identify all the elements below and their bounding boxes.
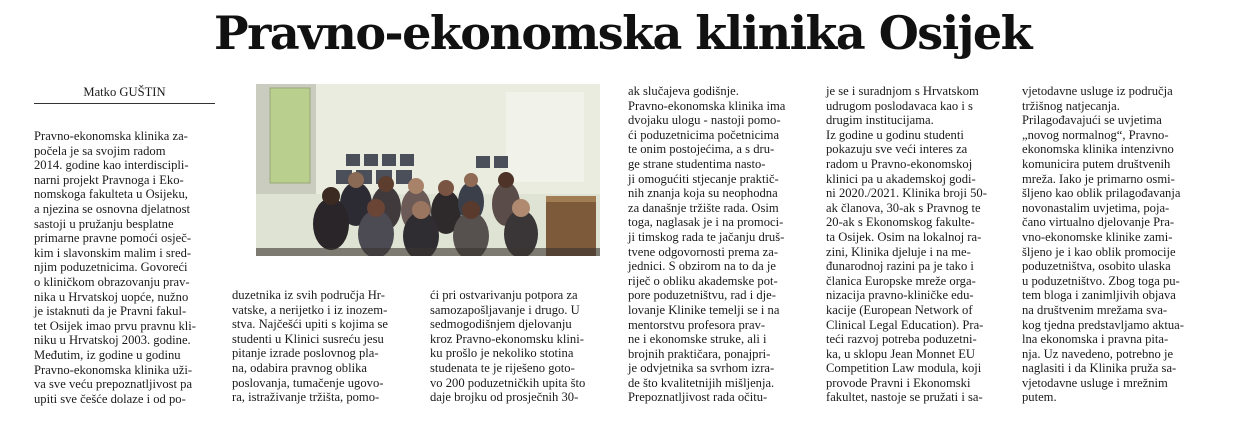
text-line: duzetnika iz svih područja Hr- bbox=[232, 288, 385, 302]
article-column-4 bbox=[628, 84, 811, 405]
text-line: je odvjetnika sa svrhom izra- bbox=[628, 361, 775, 376]
text-line: mentorstvu profesora prav- bbox=[628, 317, 766, 332]
text-line: ak članova, 30-ak s Pravnog te bbox=[826, 200, 981, 215]
text-line: vjetodavne usluge i mrežnim bbox=[1022, 375, 1168, 390]
text-line: lovanje Klinike temelji se i na bbox=[628, 302, 780, 317]
text-line: jednici. S obzirom na to da je bbox=[628, 259, 776, 274]
text-line: 20-ak s Ekonomskog fakulte- bbox=[826, 215, 975, 230]
text-line: ji omogućiti stjecanje praktič- bbox=[628, 171, 779, 186]
text-line: na društvenim mrežama sva- bbox=[1022, 302, 1168, 317]
text-line: Međutim, iz godine u godinu bbox=[34, 347, 181, 362]
text-line: Clinical Legal Education). Pra- bbox=[826, 317, 984, 332]
text-line: kog tjedna predstavljamo aktua- bbox=[1022, 317, 1184, 332]
article-headline: Pravno-ekonomska klinika Osijek bbox=[214, 6, 1031, 60]
text-line: nizacija pravno-kliničke edu- bbox=[826, 288, 974, 303]
text-line: u poduzetništvo. Zbog toga pu- bbox=[1022, 273, 1180, 288]
text-line: Pravno-ekonomska klinika za- bbox=[34, 129, 188, 143]
author-byline: Matko GUŠTIN bbox=[83, 85, 166, 99]
text-line: vatske, a nerijetko i iz inozem- bbox=[232, 302, 388, 317]
article-column-6 bbox=[1022, 84, 1212, 405]
text-line: na, odabira pravnog oblika bbox=[232, 360, 367, 375]
article-column-5 bbox=[826, 84, 1009, 405]
text-line: tržišnog natjecanja. bbox=[1022, 98, 1120, 113]
text-line: radom u Pravno-ekonomskoj bbox=[826, 156, 973, 171]
text-line: sastoji u pružanju besplatne bbox=[34, 216, 174, 231]
text-line: 2014. godine kao interdiscipli- bbox=[34, 158, 189, 173]
text-line: ak slučajeva godišnje. bbox=[628, 84, 739, 98]
text-line: va sve veću prepoznatljivost pa bbox=[34, 377, 193, 392]
text-line: daje brojku od prosječnih 30- bbox=[430, 390, 579, 405]
text-line: članica Europske mreže orga- bbox=[826, 273, 976, 288]
text-line: lna ekonomska i pravna pita- bbox=[1022, 332, 1169, 347]
text-line: je se i suradnjom s Hrvatskom bbox=[826, 84, 979, 98]
text-line: počela je sa svojim radom bbox=[34, 143, 166, 158]
text-line: ka, u sklopu Jean Monnet EU bbox=[826, 346, 976, 361]
text-line: primarne pravne pomoći osječ- bbox=[34, 231, 192, 246]
text-line: ta Osijek. Osim na lokalnoj ra- bbox=[826, 229, 982, 244]
text-line: tem bloga i zanimljivih objava bbox=[1022, 288, 1176, 303]
classroom-photo-icon bbox=[256, 84, 600, 256]
text-line: niku u Hrvatskoj 2003. godine. bbox=[34, 333, 191, 348]
text-line: ge strane studentima nasto- bbox=[628, 156, 766, 171]
text-line: pore poduzetništvu, rad i dje- bbox=[628, 288, 776, 303]
byline-divider bbox=[34, 103, 215, 104]
text-line: za današnje tržište rada. Osim bbox=[628, 200, 779, 215]
text-line: kim i slavonskim malim i sred- bbox=[34, 245, 192, 260]
text-line: ći poduzetnicima početnicima bbox=[628, 127, 780, 142]
text-line: ji timskog rada te jačanju druš- bbox=[628, 229, 785, 244]
text-line: ekonomska klinika intenzivno bbox=[1022, 142, 1174, 157]
text-line: zini, Klinika djeluje i na me- bbox=[826, 244, 971, 259]
text-line: brojnih praktičara, ponajpri- bbox=[628, 346, 771, 361]
text-line: Prepoznatljivost rada očitu- bbox=[628, 390, 768, 405]
text-line: pokazuju sve veći interes za bbox=[826, 142, 968, 157]
text-line: vjetodavne usluge iz područja bbox=[1022, 84, 1173, 98]
text-line: dvojaku ulogu - nastoji pomo- bbox=[628, 113, 781, 128]
text-line: đunarodnoj razini pa je tako i bbox=[826, 259, 974, 274]
text-line: stva. Najčešći upiti s kojima se bbox=[232, 317, 388, 332]
text-line: pitanje izrade poslovnog pla- bbox=[232, 346, 379, 361]
text-line: komunicira putem društvenih bbox=[1022, 156, 1171, 171]
text-line: a njezina se osnovna djelatnost bbox=[34, 201, 190, 216]
text-line: je istaknuti da je Pravni fakul- bbox=[34, 304, 187, 319]
text-line: Pravno-ekonomska klinika ima bbox=[628, 98, 786, 113]
text-line: nomskoga fakulteta u Osijeku, bbox=[34, 187, 188, 202]
text-line: studenti u Klinici susreću jesu bbox=[232, 331, 384, 346]
text-line: Prilagođavajući se uvjetima bbox=[1022, 113, 1162, 128]
text-line: ći pri ostvarivanju potpora za bbox=[430, 288, 578, 302]
classroom-photo bbox=[256, 84, 600, 256]
text-line: čano virtualno djelovanje Pra- bbox=[1022, 215, 1175, 230]
text-line: Competition Law modula, koji bbox=[826, 361, 982, 376]
text-line: klinici pa u akademskoj godi- bbox=[826, 171, 976, 186]
article-column-2 bbox=[232, 288, 418, 405]
text-line: teći razvoj potreba poduzetni- bbox=[826, 332, 977, 347]
text-line: nika u Hrvatskoj uopće, nužno bbox=[34, 289, 189, 304]
article-column-3 bbox=[430, 288, 613, 405]
text-line: tet Osijek imao prvu pravnu kli- bbox=[34, 318, 196, 333]
text-line: Iz godine u godinu studenti bbox=[826, 127, 964, 142]
text-line: njim poduzetnicima. Govoreći bbox=[34, 260, 188, 275]
text-line: šljeno kao oblik prilagođavanja bbox=[1022, 186, 1181, 201]
text-line: mreža. Iako je primarno osmi- bbox=[1022, 171, 1175, 186]
article-column-1 bbox=[34, 129, 215, 406]
text-line: fakultet, nastoje se pružati i sa- bbox=[826, 390, 983, 405]
text-line: riječ o obliku akademske pot- bbox=[628, 273, 778, 288]
text-line: ra, istraživanje tržišta, pomo- bbox=[232, 390, 380, 405]
text-line: kroz Pravno-ekonomsku klini- bbox=[430, 331, 584, 346]
text-line: studenata te je riješeno goto- bbox=[430, 360, 575, 375]
text-line: de što kvalitetnijih mišljenja. bbox=[628, 375, 775, 390]
text-line: te onim postojećima, a s dru- bbox=[628, 142, 775, 157]
text-line: udrugom poslodavaca kao i s bbox=[826, 98, 973, 113]
text-line: ku prošlo je nekoliko stotina bbox=[430, 346, 574, 361]
text-line: vno-ekonomske klinike zami- bbox=[1022, 229, 1173, 244]
text-line: poduzetništva, osobito ulaska bbox=[1022, 259, 1171, 274]
text-line: kacije (European Network of bbox=[826, 302, 973, 317]
text-line: nja. Uz navedeno, potrebno je bbox=[1022, 346, 1174, 361]
text-line: novonastalim uvjetima, poja- bbox=[1022, 200, 1170, 215]
text-line: putem. bbox=[1022, 390, 1057, 405]
text-line: narni projekt Pravnoga i Eko- bbox=[34, 172, 184, 187]
text-line: šljeno je i kao oblik promocije bbox=[1022, 244, 1176, 259]
text-line: tvene odgovornosti prema za- bbox=[628, 244, 779, 259]
text-line: ne i ekonomske struke, ali i bbox=[628, 332, 767, 347]
text-line: „novog normalnog“, Pravno- bbox=[1022, 127, 1169, 142]
text-line: naglasiti i da Klinika pruža sa- bbox=[1022, 361, 1177, 376]
text-line: o kliničkom obrazovanju prav- bbox=[34, 274, 190, 289]
text-line: toga, naglasak je i na promoci- bbox=[628, 215, 784, 230]
text-line: upiti sve češće dolaze i od po- bbox=[34, 391, 186, 406]
text-line: provode Pravni i Ekonomski bbox=[826, 375, 971, 390]
text-line: sedmogodišnjem djelovanju bbox=[430, 317, 572, 332]
text-line: vo 200 poduzetničkih upita što bbox=[430, 375, 586, 390]
text-line: ni 2020./2021. Klinika broji 50- bbox=[826, 186, 987, 201]
text-line: nih znanja koja su neophodna bbox=[628, 186, 778, 201]
text-line: drugim institucijama. bbox=[826, 113, 934, 128]
text-line: Pravno-ekonomska klinika uži- bbox=[34, 362, 193, 377]
text-line: poslovanja, tumačenje ugovo- bbox=[232, 375, 384, 390]
text-line: samozapošljavanje i drugo. U bbox=[430, 302, 580, 317]
